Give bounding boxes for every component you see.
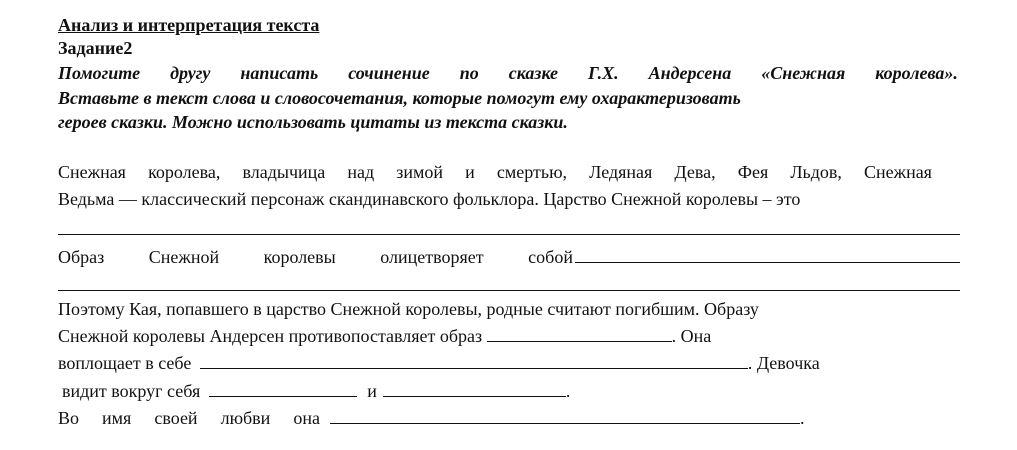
- paragraph-1-word: Снежная: [58, 162, 126, 182]
- paragraph-1-word: владычица: [242, 162, 326, 182]
- obraz-row: [58, 245, 960, 268]
- paragraph-1-line-2: Ведьма — классический персонаж скандинавского фольклора. Царство Снежной королевы – это: [58, 189, 801, 209]
- instruction-word: сочинение: [348, 63, 430, 83]
- p2-line5-words: [58, 407, 320, 429]
- section-title: Анализ и интерпретация текста: [58, 15, 320, 35]
- obraz-word: королевы: [263, 247, 336, 267]
- blank-obraz[interactable]: [487, 325, 672, 342]
- instruction-word: Г.Х.: [588, 63, 619, 83]
- obraz-words: [58, 246, 573, 268]
- p2-line2-text: Снежной королевы Андерсен противопоставляет образ: [58, 326, 483, 346]
- instruction-line-2: Вставьте в текст слова и словосочетания, которые помогут ему охарактеризовать: [58, 88, 741, 108]
- paragraph-1-word: королева,: [148, 162, 221, 182]
- paragraph-1-word: Фея: [737, 162, 769, 182]
- paragraph-1-line-1: [58, 161, 932, 183]
- paragraph-1-word: смертью,: [496, 162, 568, 182]
- instruction-word: другу: [170, 63, 211, 83]
- paragraph-1-word: над: [347, 162, 375, 182]
- paragraph-1-word: Ледяная: [589, 162, 653, 182]
- obraz-word: Образ: [58, 247, 105, 267]
- blank-vidit-1[interactable]: [209, 380, 357, 397]
- p2-line3-end: . Девочка: [747, 353, 820, 373]
- p2-line4-end: .: [565, 381, 571, 401]
- paragraph-1-word: Льдов,: [790, 162, 842, 182]
- p2-line3-text: воплощает в себе: [58, 353, 192, 373]
- instruction-word: королева».: [875, 63, 958, 83]
- blank-voploshchaet[interactable]: [200, 352, 748, 369]
- p2-line4-text: видит вокруг себя: [62, 381, 201, 401]
- instruction-line-1: [58, 62, 958, 84]
- blank-vidit-2[interactable]: [383, 380, 566, 397]
- answer-line-1[interactable]: [58, 234, 960, 235]
- paragraph-2-word: имя: [102, 408, 132, 428]
- instruction-word: по: [459, 63, 479, 83]
- paragraph-2-word: своей: [154, 408, 198, 428]
- paragraph-2-word: Во: [58, 408, 80, 428]
- obraz-word: олицетворяет: [380, 247, 484, 267]
- instruction-word: «Снежная: [761, 63, 846, 83]
- obraz-word: Снежной: [148, 247, 220, 267]
- obraz-word: собой: [528, 247, 573, 267]
- paragraph-2-line-1: Поэтому Кая, попавшего в царство Снежной королевы, родные считают погибшим. Образу: [58, 299, 759, 319]
- paragraph-2-line-2: [58, 325, 711, 347]
- p2-line5-end: .: [800, 408, 805, 428]
- paragraph-2-word: она: [293, 408, 320, 428]
- answer-line-2[interactable]: [575, 245, 960, 263]
- instruction-word: Андерсена: [648, 63, 732, 83]
- paragraph-2-line-4: [62, 380, 570, 402]
- paragraph-2-word: любви: [220, 408, 271, 428]
- answer-line-3[interactable]: [58, 290, 960, 291]
- p2-line2-end: . Она: [671, 326, 712, 346]
- task-number: Задание2: [58, 38, 133, 58]
- paragraph-1-word: Дева,: [674, 162, 716, 182]
- instruction-word: Помогите: [58, 63, 141, 83]
- p2-line4-and: и: [367, 381, 377, 401]
- paragraph-1-word: и: [465, 162, 475, 182]
- paragraph-1-word: Снежная: [864, 162, 932, 182]
- paragraph-2-line-5: [58, 407, 805, 429]
- paragraph-2-line-3: [58, 352, 820, 374]
- instruction-line-3: героев сказки. Можно использовать цитаты из текста сказки.: [58, 112, 568, 132]
- paragraph-1-word: зимой: [396, 162, 444, 182]
- instruction-word: сказке: [508, 63, 559, 83]
- instruction-word: написать: [240, 63, 319, 83]
- blank-lyubov[interactable]: [330, 407, 800, 424]
